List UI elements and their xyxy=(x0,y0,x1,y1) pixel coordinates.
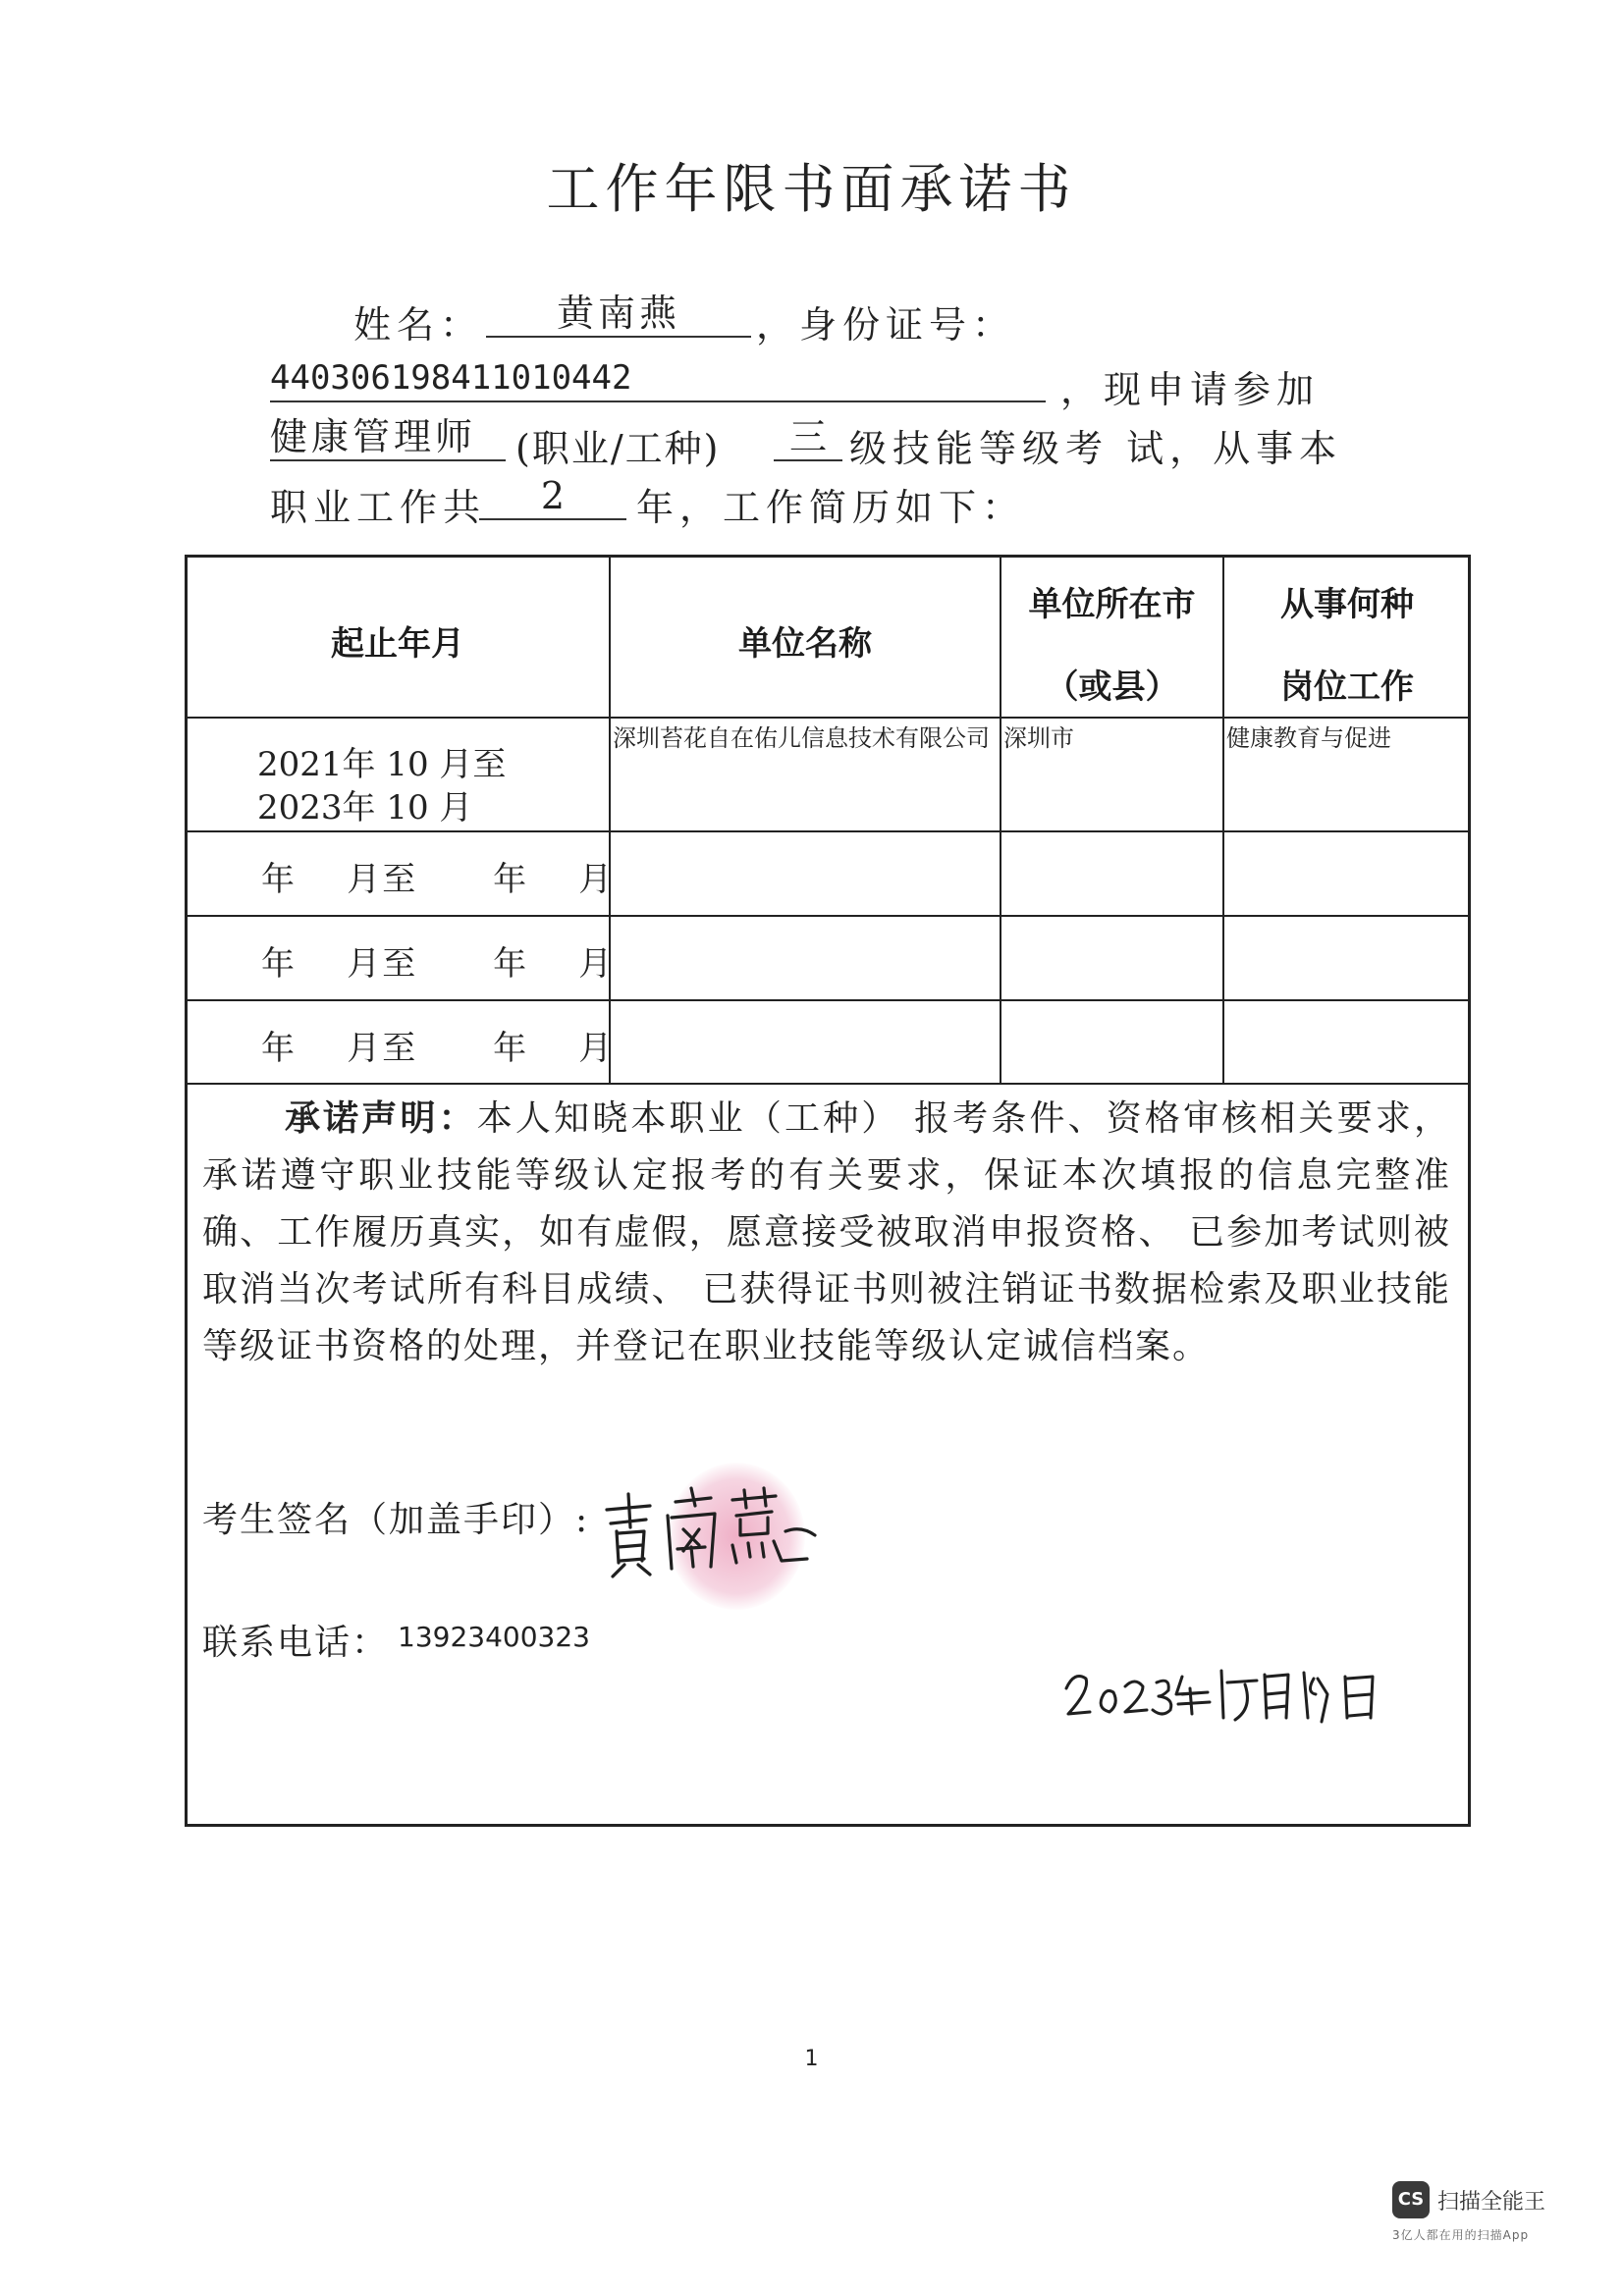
table-col-divider xyxy=(1000,555,1001,1085)
row1-period-end: 2023年 10 月 xyxy=(257,788,473,828)
table-row-divider xyxy=(185,915,1471,917)
watermark-name: 扫描全能王 xyxy=(1437,2190,1546,2215)
years-suffix: 年，工作简历如下： xyxy=(636,486,1026,529)
apply-text: ，现申请参加 xyxy=(1060,368,1321,411)
years-prefix: 职业工作共 xyxy=(270,486,487,529)
header-position-line1: 从事何种 xyxy=(1280,585,1414,624)
header-position-line2: 岗位工作 xyxy=(1280,667,1414,707)
watermark-tagline: 3亿人都在用的扫描App xyxy=(1392,2228,1530,2242)
header-city-line1: 单位所在市 xyxy=(1028,585,1196,624)
level-value: 三 xyxy=(774,414,842,461)
phone-number: 13923400323 xyxy=(398,1621,590,1653)
years-value: 2 xyxy=(479,473,626,520)
id-label: ，身份证号： xyxy=(756,303,1016,347)
table-row-divider xyxy=(185,999,1471,1001)
row3-period: 年 月至 年 月 xyxy=(261,944,615,984)
header-city-line2: （或县） xyxy=(1045,667,1179,707)
row2-period: 年 月至 年 月 xyxy=(261,860,615,899)
name-label: 姓名： xyxy=(353,303,484,347)
row1-company: 深圳苔花自在佑儿信息技术有限公司 xyxy=(613,724,990,752)
document-title: 工作年限书面承诺书 xyxy=(546,158,1077,220)
id-number-value: 440306198411010442 xyxy=(270,355,1046,402)
table-col-divider xyxy=(1222,555,1224,1085)
occupation-value: 健康管理师 xyxy=(270,414,506,461)
row1-period-start: 2021年 10 月至 xyxy=(257,745,507,784)
signature-label: 考生签名（加盖手印）: xyxy=(202,1500,590,1540)
row1-city: 深圳市 xyxy=(1003,724,1074,752)
header-period: 起止年月 xyxy=(331,624,464,664)
scanner-watermark xyxy=(1392,2181,1589,2250)
table-row-divider xyxy=(185,717,1471,719)
row4-period: 年 月至 年 月 xyxy=(261,1029,615,1068)
row1-position: 健康教育与促进 xyxy=(1226,724,1391,752)
handwritten-date xyxy=(1060,1649,1394,1737)
declaration-label: 承诺声明： xyxy=(285,1097,477,1139)
declaration-paragraph xyxy=(202,1090,1451,1375)
camscanner-logo-icon: CS xyxy=(1392,2181,1430,2218)
header-company: 单位名称 xyxy=(738,624,872,664)
handwritten-signature xyxy=(589,1472,825,1580)
level-text: 级技能等级考 试，从事本 xyxy=(849,427,1343,470)
occupation-label: (职业/工种) xyxy=(515,427,721,470)
table-row-divider xyxy=(185,830,1471,832)
phone-label: 联系电话： xyxy=(202,1623,390,1663)
page-number: 1 xyxy=(804,2047,819,2071)
table-row-divider xyxy=(185,1083,1471,1085)
name-value: 黄南燕 xyxy=(486,291,751,338)
declaration-text: 本人知晓本职业（工种） 报考条件、资格审核相关要求，承诺遵守职业技能等级认定报考的有关要求，保证本次填报的信息完整准确、工作履历真实，如有虚假，愿意接受被取消申报资格、 已参加考试则被取消当次考试所有科目成绩、 已获得证书则被注销证书数据检索及职业技能等级证书资格的处理，并登记在职业技能等级认定诚信档案。 xyxy=(202,1098,1451,1366)
